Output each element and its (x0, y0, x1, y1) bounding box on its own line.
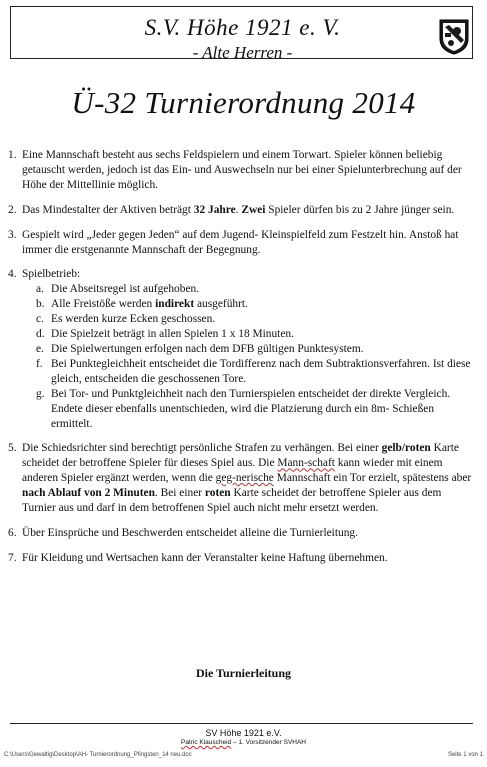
footer-contact (0, 739, 487, 746)
sub-rule-c (22, 312, 476, 327)
page-indicator: Seite 1 von 1 (447, 752, 483, 758)
file-path-bar (4, 752, 483, 763)
club-crest-icon (439, 19, 469, 55)
sub-rule-letter: b. (36, 298, 45, 311)
sub-rule-text: Die Abseitsregel ist aufgehoben. (51, 283, 200, 296)
rule-1 (8, 148, 476, 193)
sub-rule-e (22, 342, 476, 357)
rule-number: 1. (8, 149, 17, 161)
rule-number: 5. (8, 442, 17, 455)
rule-6 (8, 526, 476, 541)
sub-rule-g (22, 387, 476, 432)
rule-text: Karte scheidet der betroffene Spieler für dieses Spiel aus. Die (22, 442, 459, 470)
sub-rule-text: Es werden kurze Ecken geschossen. (51, 313, 216, 326)
rule-7 (8, 551, 476, 566)
footer-club: SV Höhe 1921 e.V. (205, 728, 282, 738)
sub-rule-letter: c. (36, 313, 44, 326)
rule-text: . (235, 203, 242, 216)
spellcheck-word: Mann-schaft (277, 457, 335, 470)
rule-text-bold: nach Ablauf von 2 Minuten (22, 487, 155, 500)
sub-rule-text: Bei Tor- und Punktgleichheit nach den Turnierspielen entscheidet der direkte Vergleich. Endete dieser ebenfalls unentschieden, wird die Platzierung durch ein 8m- Schießen ermittelt. (51, 387, 451, 430)
sub-rule-text: ausgeführt. (194, 298, 248, 311)
sub-rule-text-bold: indirekt (155, 298, 195, 311)
sub-rule-text: Die Spielzeit beträgt in allen Spielen 1 x 18 Minuten. (51, 328, 294, 341)
rule-text: Gespielt wird „Jeder gegen Jeden“ auf dem Jugend- Kleinspielfeld zum Festzelt hin. Anstoß hat immer die erstgenannte Mannschaft der Begegnung. (22, 228, 459, 256)
rule-text: Für Kleidung und Wertsachen kann der Veranstalter keine Haftung übernehmen. (22, 551, 388, 564)
rules-body (8, 148, 476, 576)
rule-text-bold: gelb/roten (381, 442, 431, 455)
rule-text: kann wieder mit einem anderen Spieler ergänzt werden, wenn die (22, 457, 443, 485)
footer-person: Patric Klauscheid (180, 739, 232, 746)
sub-rule-text: Bei Punktegleichheit entscheidet die Tordifferenz nach dem Subtraktionsverfahren. Ist diese gleich, entscheiden die geschossenen Tore. (51, 357, 471, 385)
rule-heading: Spielbetrieb: (22, 268, 81, 281)
letterhead-box (10, 6, 473, 62)
sub-rule-letter: e. (36, 342, 44, 355)
document-title: Ü-32 Turnierordnung 2014 (71, 85, 416, 120)
sub-rule-a (22, 282, 476, 297)
sub-rule-letter: d. (36, 328, 45, 341)
sub-rule-f (22, 357, 476, 387)
rule-4 (8, 267, 476, 431)
rule-text: Das Mindestalter der Aktiven beträgt (22, 203, 194, 216)
rule-number: 4. (8, 268, 17, 281)
rule-text: Spieler dürfen bis zu 2 Jahre jünger sein. (265, 203, 455, 216)
rule-number: 6. (8, 526, 17, 539)
rule-number: 3. (8, 228, 17, 241)
rule-text: Die Schiedsrichter sind berechtigt persönliche Strafen zu verhängen. Bei einer (22, 442, 382, 455)
rule-text-bold: Zwei (241, 203, 266, 216)
sub-rule-letter: g. (36, 387, 45, 400)
rule-text: Über Einsprüche und Beschwerden entscheidet alleine die Turnierleitung. (22, 526, 358, 539)
signature: Die Turnierleitung (195, 666, 291, 680)
rule-number: 2. (8, 203, 17, 216)
rule-text: . Bei einer (154, 487, 205, 500)
rule-text: Karte scheidet der betroffene Spieler aus dem Turnier aus und darf in dem betroffenen Spiel auch nicht mehr ersetzt werden. (22, 487, 442, 515)
footer-divider (10, 723, 473, 724)
sub-rule-text: Die Spielwertungen erfolgen nach dem DFB gültigen Punktesystem. (51, 342, 364, 355)
sub-rule-text: Alle Freistöße werden (51, 298, 156, 311)
footer-role: – 1. Vorsitzender SVHAH (231, 739, 307, 746)
file-path: C:\Users\Gewaltig\Desktop\AH- Turnierordnung_Pfingsten_14 neu.doc (4, 752, 192, 758)
club-subtitle: - Alte Herren - (192, 43, 293, 62)
sub-rule-b (22, 297, 476, 312)
sub-rule-list (22, 282, 476, 431)
rule-text-bold: 32 Jahre (193, 203, 236, 216)
sub-rule-letter: f. (36, 357, 43, 370)
rule-number: 7. (8, 551, 17, 564)
sub-rule-d (22, 327, 476, 342)
rule-text-bold: roten (204, 487, 231, 500)
spellcheck-word: geg-nerische (215, 472, 274, 485)
sub-rule-letter: a. (36, 283, 44, 296)
club-name: S.V. Höhe 1921 e. V. (144, 15, 341, 40)
rule-3 (8, 228, 476, 258)
rule-text: Eine Mannschaft besteht aus sechs Feldspielern und einem Torwart. Spieler können beliebig getauscht werden, jedoch ist das Ein- und Auswechseln nur bei einer Spielunterbrechung auf der Höhe der Mittellinie möglich. (22, 149, 462, 191)
rule-2 (8, 203, 476, 218)
rule-5 (8, 441, 476, 516)
rule-text: Mannschaft ein Tor erzielt, spätestens aber (273, 472, 472, 485)
